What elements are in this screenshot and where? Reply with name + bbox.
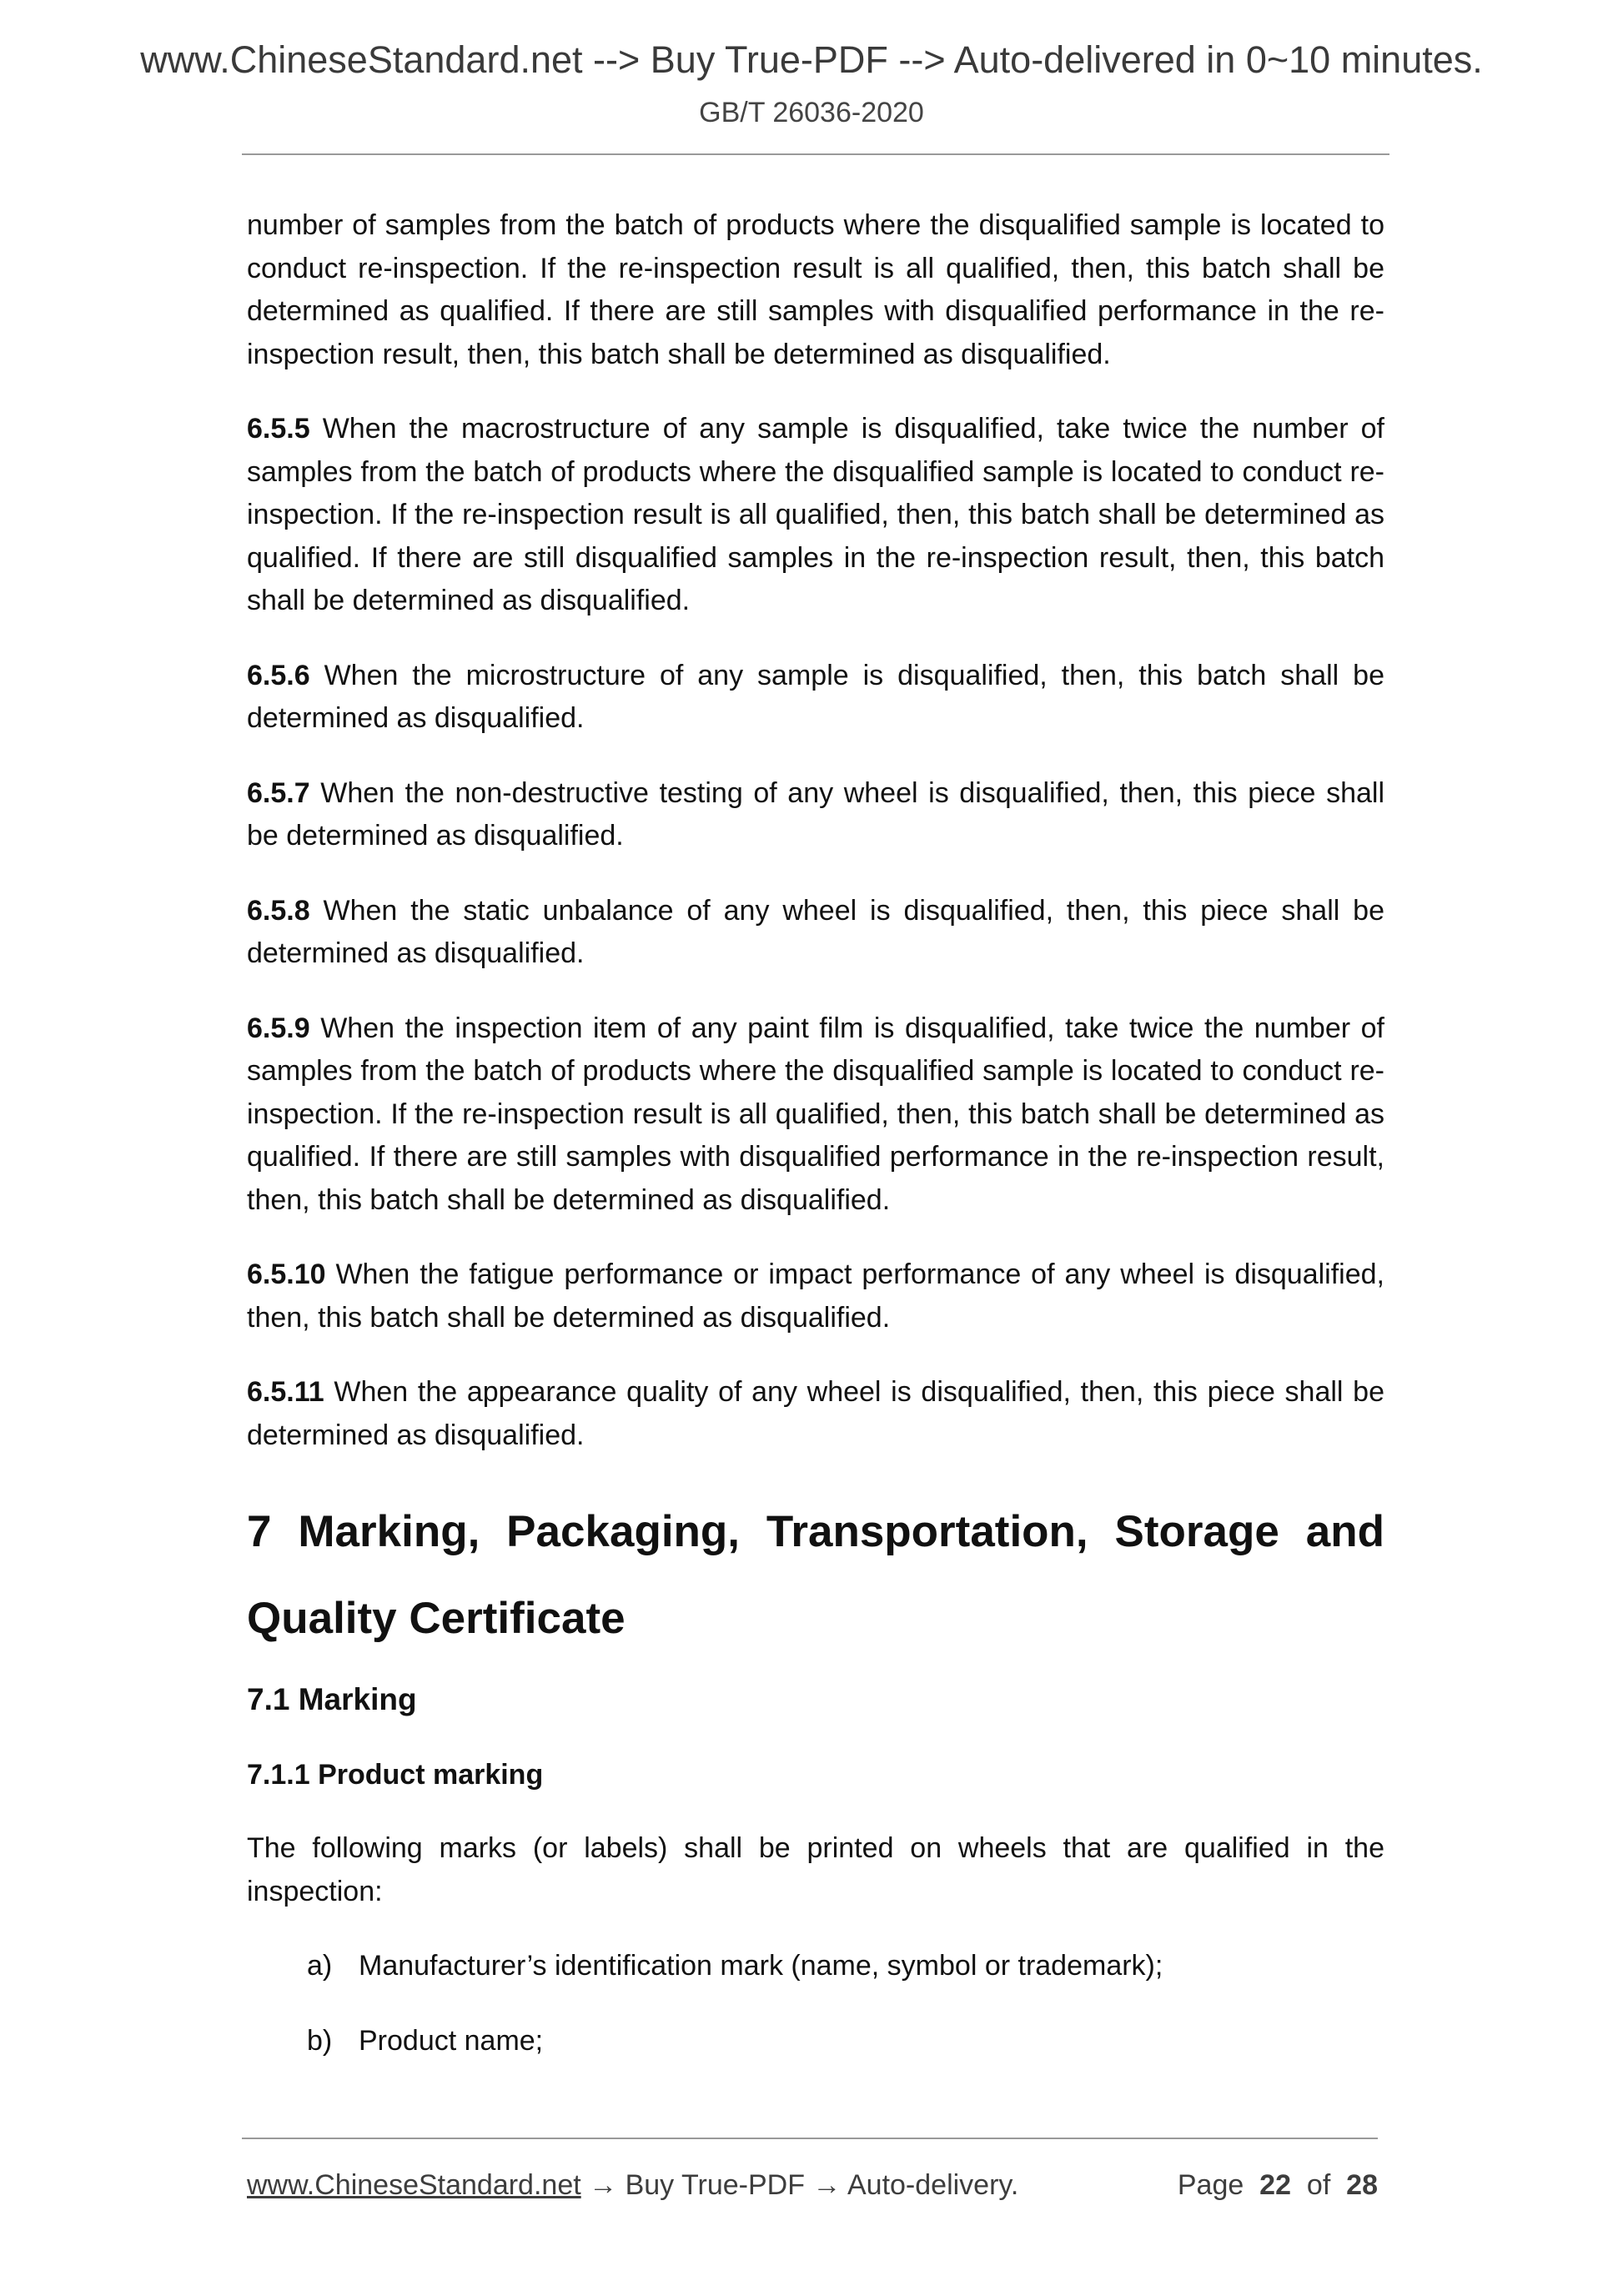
- document-body: [247, 204, 1384, 2095]
- clause-text: When the non-destructive testing of any wheel is disqualified, then, this piece shall be determined as disqualified.: [247, 776, 1384, 852]
- clause-number: 6.5.7: [247, 776, 310, 809]
- clause-number: 6.5.11: [247, 1376, 324, 1408]
- clause-number: 6.5.9: [247, 1012, 310, 1044]
- clause-text: When the microstructure of any sample is disqualified, then, this batch shall be determined as disqualified.: [247, 659, 1384, 734]
- header-divider: [242, 153, 1389, 155]
- page-label: Page: [1177, 2169, 1244, 2201]
- footer-tagline: → Buy True-PDF → Auto-delivery.: [580, 2169, 1019, 2201]
- page-total: 28: [1346, 2169, 1378, 2201]
- clause-text: When the static unbalance of any wheel is disqualified, then, this piece shall be determined as disqualified.: [247, 894, 1384, 969]
- subsubsection-title: 7.1.1 Product marking: [247, 1759, 544, 1791]
- footer-divider: [242, 2138, 1378, 2139]
- clause-6-5-11: [247, 1371, 1384, 1457]
- section-title: 7 Marking, Packaging, Transportation, Storage and Quality Certificate: [247, 1507, 1384, 1643]
- clause-text: When the appearance quality of any wheel is disqualified, then, this piece shall be determined as disqualified.: [247, 1376, 1384, 1451]
- footer-left: [247, 2160, 1018, 2210]
- clause-6-5-7: [247, 772, 1384, 858]
- page-indicator: [1178, 2160, 1378, 2210]
- of-label: of: [1306, 2169, 1331, 2201]
- clause-6-5-9: [247, 1007, 1384, 1223]
- footer-site-link[interactable]: www.ChineseStandard.net: [247, 2169, 581, 2201]
- list-item: [307, 1945, 1384, 1987]
- page-footer: [247, 2160, 1378, 2210]
- clause-number: 6.5.6: [247, 659, 310, 691]
- clause-number: 6.5.10: [247, 1259, 326, 1290]
- clause-text: When the inspection item of any paint film is disqualified, take twice the number of samples from the batch of products where the disqualified sample is located to conduct re-inspection. If the re-inspection result is all qualified, then, this batch shall be determined as qualified. If there are still samples with disqualified performance in the re-inspection result, then, this batch shall be determined as disqualified.: [247, 1012, 1384, 1216]
- clause-6-5-5: [247, 408, 1384, 623]
- document-id: GB/T 26036-2020: [699, 97, 924, 128]
- clause-number: 6.5.8: [247, 894, 310, 927]
- clause-text: When the fatigue performance or impact performance of any wheel is disqualified, then, this batch shall be determined as disqualified.: [247, 1259, 1384, 1334]
- list-text: Manufacturer’s identification mark (name, symbol or trademark);: [359, 1950, 1163, 1982]
- clause-6-5-6: [247, 655, 1384, 741]
- site-banner: www.ChineseStandard.net --> Buy True-PDF --> Auto-delivered in 0~10 minutes.: [140, 38, 1483, 81]
- list-item: [307, 2020, 1384, 2062]
- list-text: Product name;: [359, 2025, 544, 2057]
- clause-number: 6.5.5: [247, 413, 310, 445]
- page-current: 22: [1259, 2169, 1291, 2201]
- list-marker: b): [307, 2025, 333, 2057]
- clause-text: When the macrostructure of any sample is disqualified, take twice the number of samples from the batch of products where the disqualified sample is located to conduct re-inspection. If the re-inspection result is all qualified, then, this batch shall be determined as qualified. If there are still disqualified samples in the re-inspection result, then, this batch shall be determined as disqualified.: [247, 413, 1384, 616]
- marking-intro: The following marks (or labels) shall be printed on wheels that are qualified in the inspection:: [247, 1832, 1384, 1907]
- list-marker: a): [307, 1950, 333, 1982]
- subsection-title: 7.1 Marking: [247, 1682, 417, 1716]
- clause-6-5-10: [247, 1254, 1384, 1339]
- intro-paragraph: number of samples from the batch of products where the disqualified sample is located to conduct re-inspection. If the re-inspection result is all qualified, then, this batch shall be determined as qualified. If there are still samples with disqualified performance in the re-inspection result, then, this batch shall be determined as disqualified.: [247, 209, 1384, 370]
- clause-6-5-8: [247, 890, 1384, 976]
